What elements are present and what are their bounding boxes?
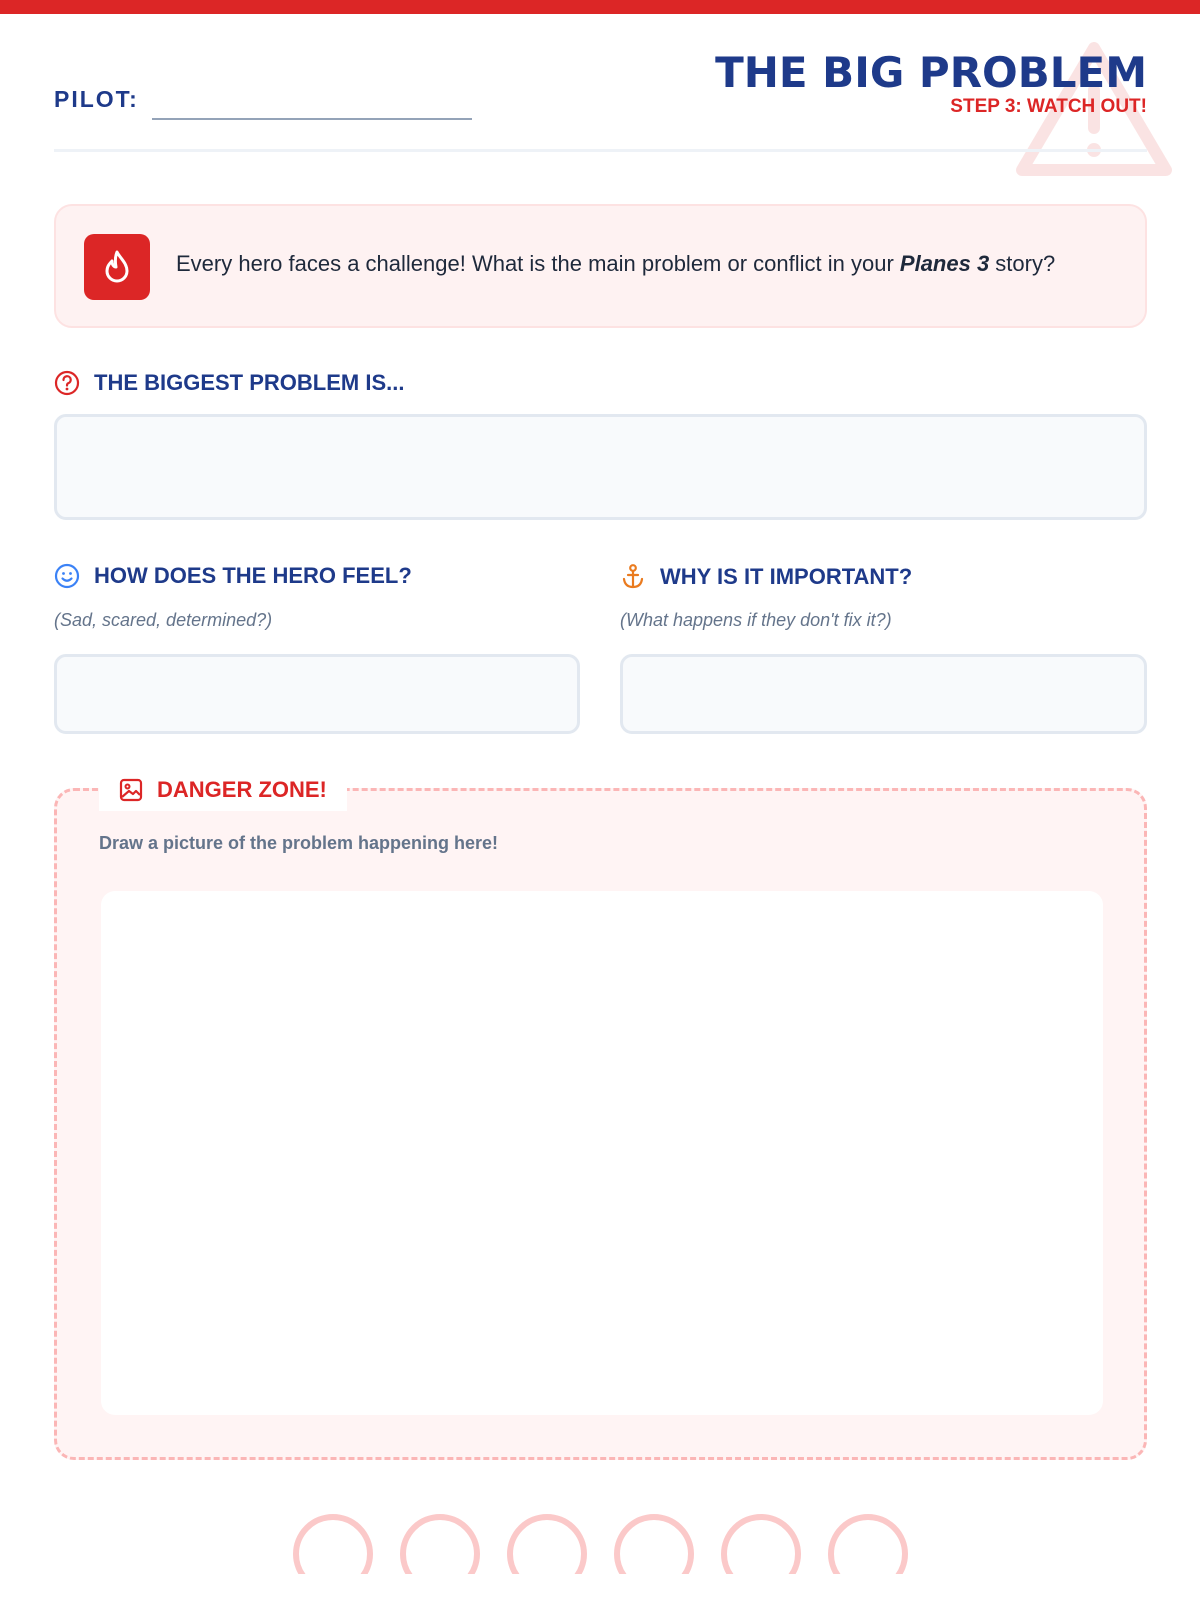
hero-feel-label: HOW DOES THE HERO FEEL? <box>94 563 412 588</box>
why-important-field[interactable] <box>620 654 1147 734</box>
question-circle-icon <box>54 370 80 396</box>
hero-feel-heading <box>54 563 412 589</box>
why-important-hint: (What happens if they don't fix it?) <box>620 610 892 630</box>
page-title: THE BIG PROBLEM <box>715 48 1147 97</box>
smiley-icon <box>54 563 80 589</box>
decorative-circle <box>828 1514 908 1574</box>
danger-zone-panel <box>54 777 1147 1460</box>
worksheet-header <box>54 40 1147 152</box>
why-important-label: WHY IS IT IMPORTANT? <box>660 564 913 589</box>
danger-zone-label: DANGER ZONE! <box>157 777 327 802</box>
decorative-circle <box>507 1514 587 1574</box>
biggest-problem-label: THE BIGGEST PROBLEM IS... <box>94 370 405 395</box>
flame-icon <box>84 234 150 300</box>
intro-text-start: Every hero faces a challenge! What is the main problem or conflict in your <box>176 251 900 276</box>
hero-feel-field[interactable] <box>54 654 580 734</box>
page-subtitle: STEP 3: WATCH OUT! <box>950 96 1147 117</box>
drawing-area[interactable] <box>101 891 1103 1415</box>
image-icon <box>119 778 143 802</box>
danger-zone-hint: Draw a picture of the problem happening here! <box>99 833 499 853</box>
hero-feel-hint: (Sad, scared, determined?) <box>54 610 273 630</box>
decorative-circle <box>400 1514 480 1574</box>
decorative-circle <box>293 1514 373 1574</box>
decorative-circle <box>721 1514 801 1574</box>
biggest-problem-field[interactable] <box>54 414 1147 520</box>
intro-movie-title: Planes 3 <box>899 251 990 276</box>
intro-text <box>176 251 1055 277</box>
intro-text-end: story? <box>989 251 1056 276</box>
decorative-circles <box>293 1514 913 1574</box>
decorative-circle <box>614 1514 694 1574</box>
top-accent-bar <box>0 0 1200 14</box>
anchor-icon <box>620 563 646 591</box>
why-important-heading <box>620 563 912 591</box>
biggest-problem-heading <box>54 370 404 396</box>
pilot-label: PILOT: <box>54 86 139 112</box>
pilot-name-field[interactable] <box>152 118 472 120</box>
intro-callout <box>54 204 1147 328</box>
danger-zone-heading <box>99 769 347 811</box>
